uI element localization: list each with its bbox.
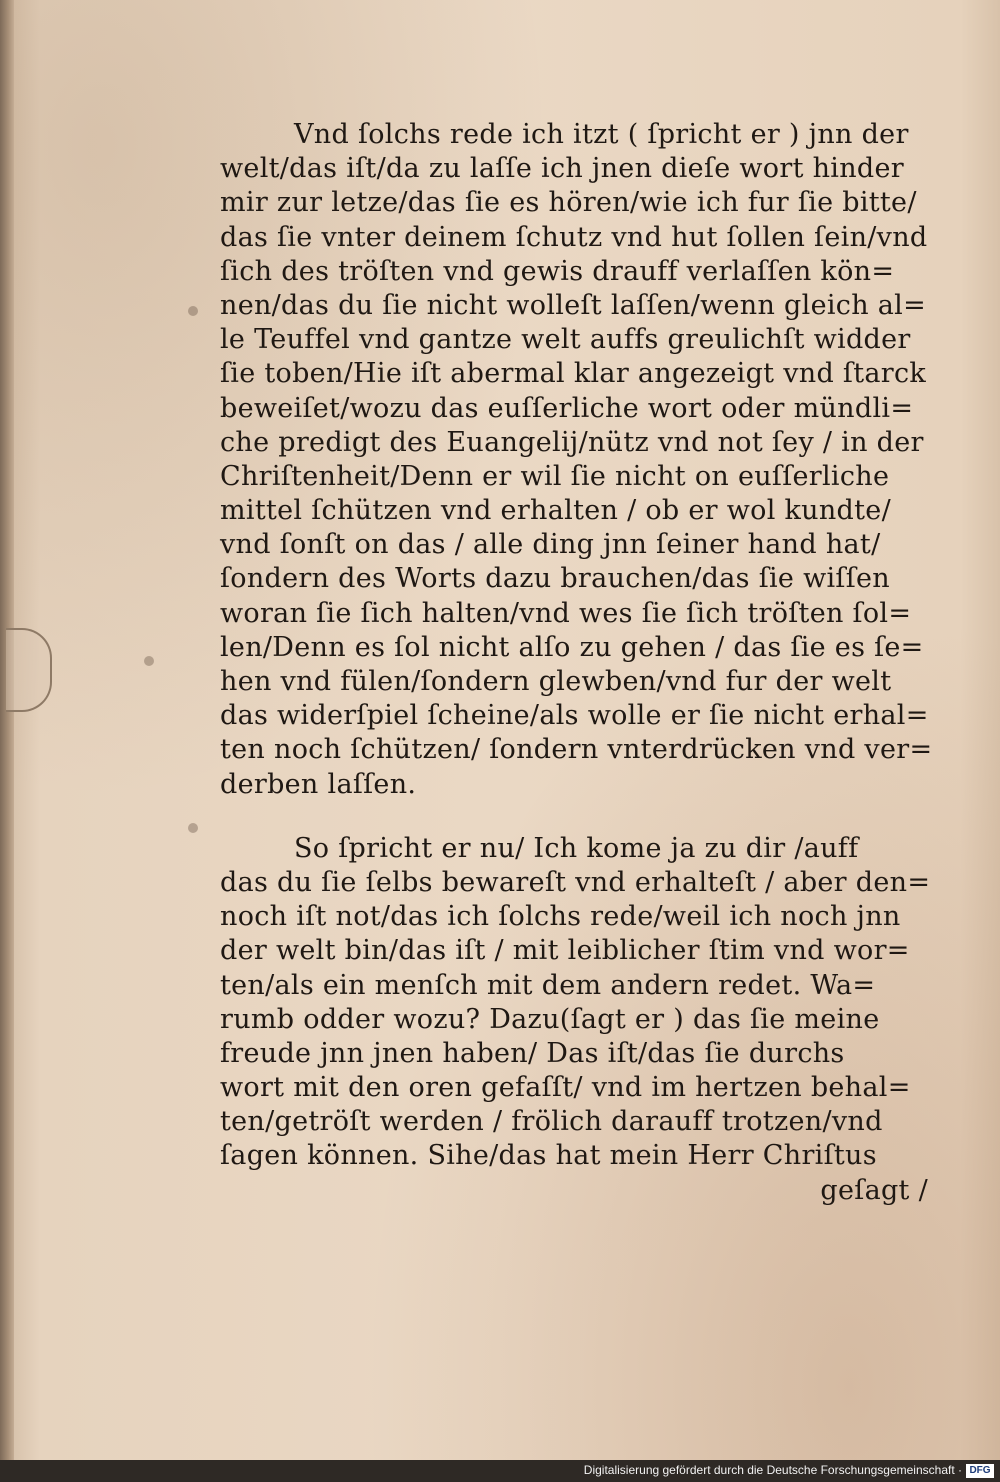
- text-line: So ſpricht er nu/ Ich kome ja zu dir /auff: [294, 832, 859, 864]
- text-line: woran ſie ſich halten/vnd wes ſie ſich tröſten ſol=: [220, 597, 912, 629]
- text-line: ſagen können. Sihe/das hat mein Herr Chriſtus: [220, 1140, 877, 1172]
- text-line: Vnd ſolchs rede ich itzt ( ſpricht er ) jnn der: [294, 119, 909, 150]
- text-line: freude jnn jnen haben/ Das iſt/das ſie durchs: [220, 1037, 845, 1069]
- text-line: das ſie vnter deinem ſchutz vnd hut ſollen ſein/vnd: [220, 221, 928, 253]
- text-line: beweiſet/wozu das euſſerliche wort oder mündli=: [220, 392, 914, 424]
- text-line: derben laſſen.: [220, 768, 417, 800]
- text-line: ſie toben/Hie iſt abermal klar angezeigt vnd ſtarck: [220, 358, 927, 390]
- digitization-footer: [0, 1460, 1000, 1482]
- text-line: das widerſpiel ſcheine/als wolle er ſie nicht erhal=: [220, 700, 929, 732]
- text-line: der welt bin/das iſt / mit leiblicher ſtim vnd wor=: [220, 935, 910, 967]
- text-line: mir zur letze/das ſie es hören/wie ich fur ſie bitte/: [220, 187, 917, 219]
- text-line: ten/getröſt werden / frölich darauff trotzen/vnd: [220, 1106, 883, 1138]
- paper-spot: [188, 823, 198, 833]
- text-line: hen vnd fülen/ſondern glewben/vnd fur der welt: [220, 666, 892, 697]
- text-line: ten/als ein menſch mit dem andern redet. Wa=: [220, 969, 876, 1001]
- text-line: len/Denn es ſol nicht alſo zu gehen / das ſie es ſe=: [220, 631, 924, 663]
- text-line: ten noch ſchützen/ ſondern vnterdrücken vnd ver=: [220, 734, 933, 766]
- text-line: che predigt des Euangelij/nütz vnd not ſey / in der: [220, 426, 924, 458]
- text-line: mittel ſchützen vnd erhalten / ob er wol kundte/: [220, 495, 891, 527]
- text-line: welt/das iſt/da zu laſſe ich jnen dieſe wort hinder: [220, 153, 904, 185]
- paper-spot: [144, 656, 154, 666]
- text-line: ſondern des Worts dazu brauchen/das ſie wiſſen: [220, 563, 890, 595]
- book-spine: [0, 0, 14, 1460]
- text-line: le Teuffel vnd gantze welt auffs greulichſt widder: [220, 324, 911, 356]
- text-line: noch iſt not/das ich ſolchs rede/weil ich noch jnn: [220, 901, 901, 933]
- text-line: rumb odder wozu? Dazu(ſagt er ) das ſie meine: [220, 1003, 880, 1035]
- page-clip-tab: [6, 628, 52, 712]
- paragraph-2: [220, 832, 940, 1208]
- dfg-logo: DFG: [966, 1464, 994, 1478]
- funding-notice: Digitalisierung gefördert durch die Deutsche Forschungsgemeinschaft ·: [583, 1463, 962, 1477]
- text-line: wort mit den oren gefaſſt/ vnd im hertzen behal=: [220, 1072, 911, 1104]
- body-text: [220, 118, 940, 1208]
- text-line: Chriſtenheit/Denn er wil ſie nicht on euſſerliche: [220, 460, 890, 492]
- paragraph-1: [220, 118, 940, 802]
- text-line: das du ſie ſelbs bewareſt vnd erhalteſt / aber den=: [220, 866, 931, 898]
- text-line: ſich des tröſten vnd gewis drauff verlaſſen kön=: [220, 255, 895, 287]
- paper-spot: [188, 306, 198, 316]
- text-line: nen/das du ſie nicht wolleſt laſſen/wenn gleich al=: [220, 289, 927, 321]
- text-line: vnd ſonſt on das / alle ding jnn ſeiner hand hat/: [220, 529, 881, 561]
- catchword: geſagt /: [820, 1174, 928, 1206]
